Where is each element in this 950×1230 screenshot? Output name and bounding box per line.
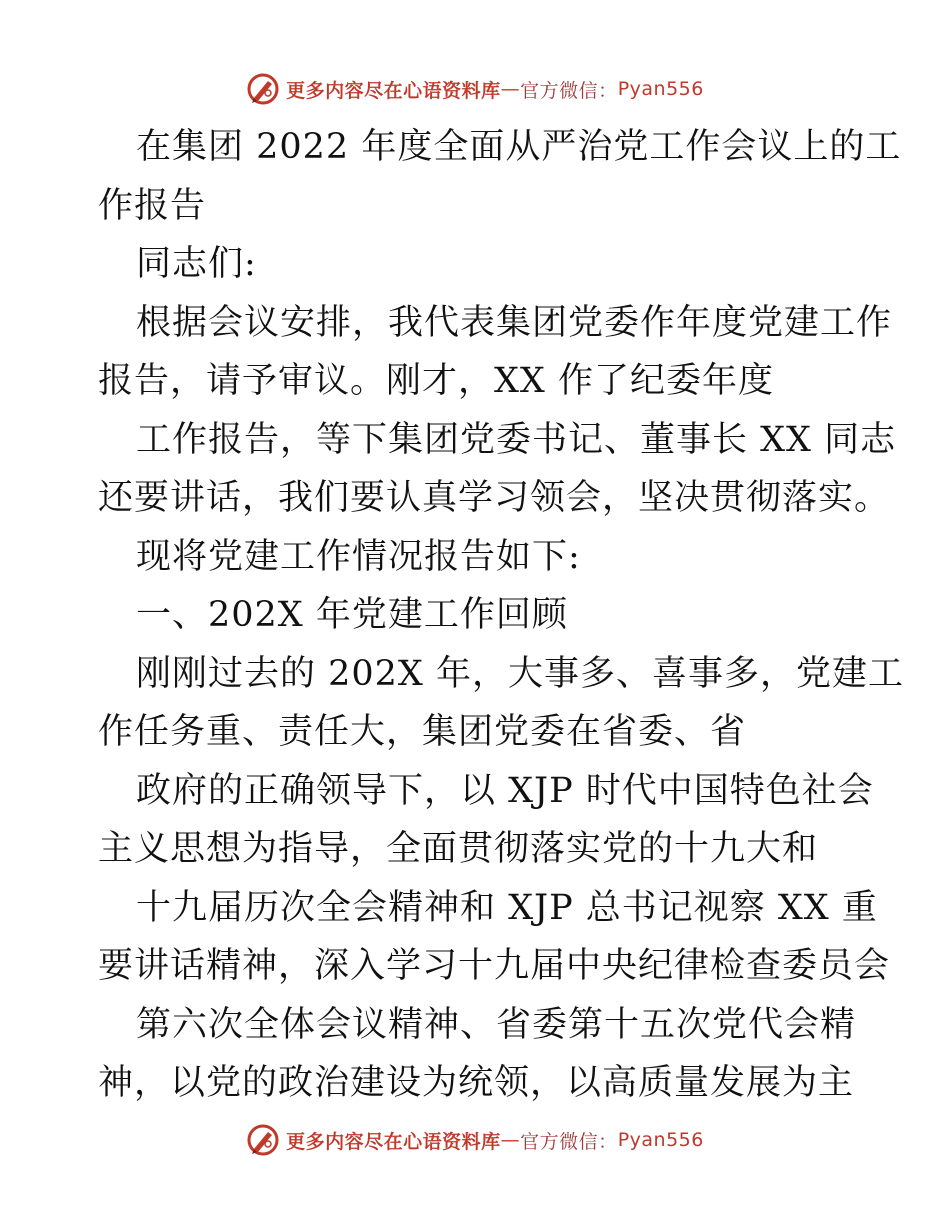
- watermark-header: [0, 72, 950, 106]
- document-line: 一、202X 年党建工作回顾: [136, 595, 568, 635]
- document-line: 工作报告，等下集团党委书记、董事长 XX 同志: [136, 419, 897, 460]
- watermark-footer: [0, 1123, 950, 1157]
- pen-logo-icon: [246, 1123, 280, 1157]
- document-line: 第六次全体会议精神、省委第十五次党代会精: [136, 1004, 857, 1045]
- watermark-brand: 更多内容尽在心语资料库: [286, 79, 501, 102]
- watermark-label: 官方微信：: [520, 79, 618, 102]
- document-line: 在集团 2022 年度全面从严治党工作会议上的工: [136, 127, 902, 167]
- document-body: [98, 118, 904, 1113]
- document-line: 作任务重、责任大，集团党委在省委、省: [98, 712, 747, 752]
- document-line: 主义思想为指导，全面贯彻落实党的十九大和: [98, 829, 819, 869]
- document-line: 根据会议安排，我代表集团党委作年度党建工作: [136, 302, 893, 343]
- watermark-dash: —: [500, 1129, 521, 1151]
- watermark-dash: —: [500, 78, 521, 100]
- document-line: 还要讲话，我们要认真学习领会，坚决贯彻落实。: [98, 478, 891, 518]
- document-line: 要讲话精神，深入学习十九届中央纪律检查委员会: [98, 946, 891, 986]
- document-line: 政府的正确领导下，以 XJP 时代中国特色社会: [136, 770, 874, 811]
- document-line: 十九届历次全会精神和 XJP 总书记视察 XX 重: [136, 887, 878, 928]
- document-line: 神，以党的政治建设为统领，以高质量发展为主: [98, 1063, 855, 1103]
- pen-logo-icon: [246, 72, 280, 106]
- watermark-brand: 更多内容尽在心语资料库: [286, 1130, 501, 1153]
- document-line: 同志们:: [136, 244, 257, 284]
- watermark-label: 官方微信：: [520, 1130, 618, 1153]
- document-line: 现将党建工作情况报告如下:: [136, 536, 581, 577]
- document-line: 刚刚过去的 202X 年，大事多、喜事多，党建工: [136, 653, 904, 694]
- document-line: 作报告: [98, 185, 207, 226]
- document-line: 报告，请予审议。刚才，XX 作了纪委年度: [98, 361, 774, 401]
- watermark-wechat-id: Pyan556: [617, 78, 704, 100]
- watermark-wechat-id: Pyan556: [617, 1129, 704, 1151]
